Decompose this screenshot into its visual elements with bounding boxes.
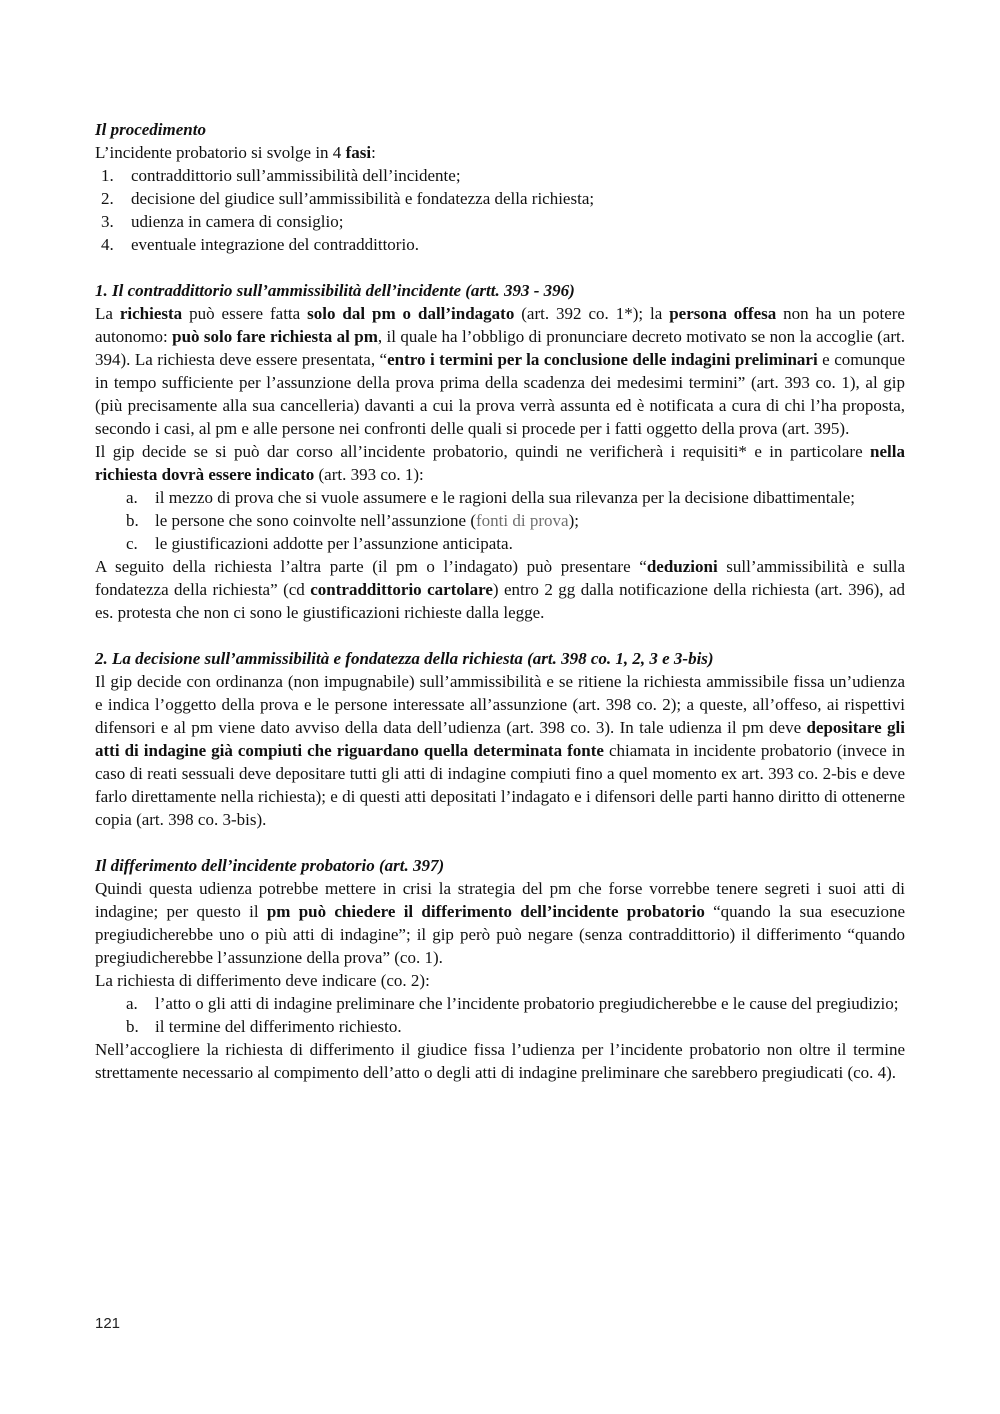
phase-item: 1. contraddittorio sull’ammissibilità dell’incidente; — [101, 166, 461, 185]
heading-procedimento: Il procedimento — [95, 120, 206, 139]
differimento-list — [95, 992, 905, 1038]
section-decisione — [95, 647, 905, 831]
document-page — [95, 118, 905, 1084]
section-heading: 1. Il contraddittorio sull’ammissibilità dell’incidente (artt. 393 - 396) — [95, 281, 575, 300]
section-contraddittorio — [95, 279, 905, 624]
intro-paragraph: L’incidente probatorio si svolge in 4 fasi: — [95, 143, 376, 162]
phase-item: 2. decisione del giudice sull’ammissibilità e fondatezza della richiesta; — [101, 189, 595, 208]
list-item: b. le persone che sono coinvolte nell’assunzione (fonti di prova); — [126, 511, 579, 530]
phases-list — [95, 164, 905, 256]
paragraph: A seguito della richiesta l’altra parte (il pm o l’indagato) può presentare “deduzioni sull’ammissibilità e sulla fondatezza della richiesta” (cd contraddittorio cartolare) entro 2 gg dalla notificazione della richiesta (art. 396), ad es. protesta che non ci sono le giustificazioni richieste dalla legge. — [95, 557, 905, 622]
paragraph: Il gip decide con ordinanza (non impugnabile) sull’ammissibilità e se ritiene la richiesta ammissibile fissa un’udienza e indica l’oggetto della prova e le persone interessate all’assunzione (art. 398 co. 2); a queste, all’offeso, ai rispettivi difensori e al pm viene dato avviso della data dell’udienza (art. 398 co. 3). In tale udienza il pm deve depositare gli atti di indagine già compiuti che riguardano quella determinata fonte chiamata in incidente probatorio (invece in caso di reati sessuali deve depositare tutti gli atti di indagine compiuti fino a quel momento ex art. 393 co. 2-bis e deve farlo direttamente nella richiesta); e di questi atti depositati l’indagato e i difensori delle parti hanno diritto di ottenerne copia (art. 398 co. 3-bis). — [95, 672, 905, 829]
list-item: b. il termine del differimento richiesto. — [126, 1017, 402, 1036]
section-heading: 2. La decisione sull’ammissibilità e fondatezza della richiesta (art. 398 co. 1, 2, 3 e 3-bis) — [95, 649, 714, 668]
paragraph: Quindi questa udienza potrebbe mettere in crisi la strategia del pm che forse vorrebbe tenere segreti i suoi atti di indagine; per questo il pm può chiedere il differimento dell’incidente probatorio “quando la sua esecuzione pregiudicherebbe uno o più atti di indagine”; il gip però può negare (senza contraddittorio) il differimento “quando pregiudicherebbe l’assunzione della prova” (co. 1). — [95, 879, 905, 967]
list-item: a. il mezzo di prova che si vuole assumere e le ragioni della sua rilevanza per la decisione dibattimentale; — [126, 488, 856, 507]
paragraph: Il gip decide se si può dar corso all’incidente probatorio, quindi ne verificherà i requisiti* e in particolare nella richiesta dovrà essere indicato (art. 393 co. 1): — [95, 442, 905, 484]
list-item: a. l’atto o gli atti di indagine preliminare che l’incidente probatorio pregiudicherebbe e le cause del pregiudizio; — [126, 994, 899, 1013]
phase-item: 3. udienza in camera di consiglio; — [101, 212, 344, 231]
page-number: 121 — [95, 1315, 121, 1332]
section-heading: Il differimento dell’incidente probatorio (art. 397) — [95, 856, 445, 875]
phase-item: 4. eventuale integrazione del contraddittorio. — [101, 235, 419, 254]
paragraph: La richiesta può essere fatta solo dal pm o dall’indagato (art. 392 co. 1*); la persona offesa non ha un potere autonomo: può solo fare richiesta al pm, il quale ha l’obbligo di pronunciare decreto motivato se non la accoglie (art. 394). La richiesta deve essere presentata, “entro i termini per la conclusione delle indagini preliminari e comunque in tempo sufficiente per l’assunzione della prova prima della scadenza dei medesimi termini” (art. 393 co. 1), al gip (più precisamente alla sua cancelleria) davanti a cui la prova verrà assunta ed è notificata a cura di chi l’ha proposta, secondo i casi, al pm e alle persone nei confronti delle quali si procede per i fatti oggetto della prova (art. 395). — [95, 304, 906, 438]
section-differimento — [95, 854, 905, 1084]
paragraph: La richiesta di differimento deve indicare (co. 2): — [95, 971, 430, 990]
requirements-list — [95, 486, 905, 555]
list-item: c. le giustificazioni addotte per l’assunzione anticipata. — [126, 534, 513, 553]
fonti-di-prova-text: fonti di prova — [476, 511, 569, 530]
paragraph: Nell’accogliere la richiesta di differimento il giudice fissa l’udienza per l’incidente probatorio non oltre il termine strettamente necessario al compimento dell’atto o degli atti di indagine preliminare che sarebbero pregiudicati (co. 4). — [95, 1040, 905, 1082]
